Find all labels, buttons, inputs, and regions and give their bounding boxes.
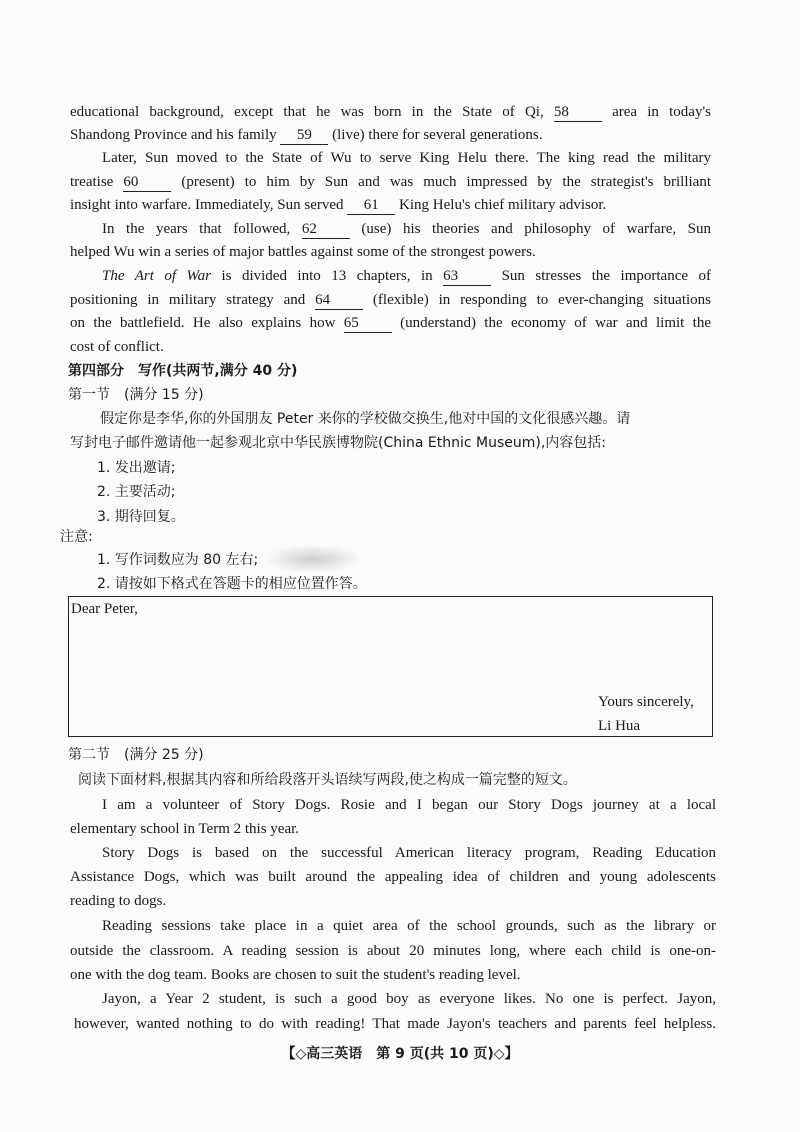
story-line-8: one with the dog team. Books are chosen to suit the student's reading level. <box>70 967 521 983</box>
blank-63: 63 <box>443 267 491 286</box>
story-line-10: however, wanted nothing to do with reading! That made Jayon's teachers and parents feel helpless. <box>74 1016 716 1032</box>
story-line-7: outside the classroom. A reading session is about 20 minutes long, where each child is one-on- <box>70 943 716 959</box>
passage-line-4: treatise 60 (present) to him by Sun and was much impressed by the strategist's brilliant <box>70 174 711 190</box>
passage-line-5: insight into warfare. Immediately, Sun served 61 King Helu's chief military advisor. <box>70 197 607 213</box>
letter-closing: Yours sincerely, <box>598 694 694 710</box>
section2-prompt: 阅读下面材料,根据其内容和所给段落开头语续写两段,使之构成一篇完整的短文。 <box>78 772 577 788</box>
passage-line-2: Shandong Province and his family 59 (live) there for several generations. <box>70 127 543 143</box>
passage-line-9: positioning in military strategy and 64 (flexible) in responding to ever-changing situations <box>70 292 711 308</box>
story-line-1: I am a volunteer of Story Dogs. Rosie and I began our Story Dogs journey at a local <box>102 797 716 813</box>
content-item-2: 2. 主要活动; <box>97 484 176 500</box>
blank-60: 60 <box>123 173 171 192</box>
blank-59: 59 <box>280 126 328 145</box>
story-line-4: Assistance Dogs, which was built around the appealing idea of children and young adolescents <box>70 869 716 885</box>
section2-heading: 第二节 (满分 25 分) <box>68 747 204 763</box>
letter-signature: Li Hua <box>598 718 641 734</box>
blank-58: 58 <box>554 103 602 122</box>
letter-answer-box <box>68 596 713 737</box>
page-footer: 【◇高三英语 第 9 页(共 10 页)◇】 <box>281 1046 519 1062</box>
passage-line-11: cost of conflict. <box>70 339 164 355</box>
passage-line-1: educational background, except that he was born in the State of Qi, 58 area in today's <box>70 104 711 120</box>
passage-line-7: helped Wu win a series of major battles against some of the strongest powers. <box>70 244 536 260</box>
story-line-3: Story Dogs is based on the successful American literacy program, Reading Education <box>102 845 716 861</box>
blank-62: 62 <box>302 220 350 239</box>
story-line-6: Reading sessions take place in a quiet area of the school grounds, such as the library or <box>102 918 716 934</box>
blank-64: 64 <box>315 291 363 310</box>
content-item-3: 3. 期待回复。 <box>97 509 185 525</box>
blank-65: 65 <box>344 314 392 333</box>
story-line-5: reading to dogs. <box>70 893 167 909</box>
story-line-2: elementary school in Term 2 this year. <box>70 821 300 837</box>
note-1: 1. 写作词数应为 80 左右; <box>97 552 259 568</box>
part4-heading: 第四部分 写作(共两节,满分 40 分) <box>68 363 298 379</box>
passage-line-6: In the years that followed, 62 (use) his theories and philosophy of warfare, Sun <box>102 221 712 237</box>
notes-label: 注意: <box>60 529 93 545</box>
scan-smudge <box>268 546 358 572</box>
section1-heading: 第一节 (满分 15 分) <box>68 387 204 403</box>
blank-61: 61 <box>347 196 395 215</box>
passage-line-3: Later, Sun moved to the State of Wu to serve King Helu there. The king read the military <box>102 150 711 166</box>
story-line-9: Jayon, a Year 2 student, is such a good boy as everyone likes. No one is perfect. Jayon, <box>102 991 716 1007</box>
prompt-line-2: 写封电子邮件邀请他一起参观北京中华民族博物院(China Ethnic Museum),内容包括: <box>70 435 607 451</box>
passage-line-10: on the battlefield. He also explains how 65 (understand) the economy of war and limit the <box>70 315 711 331</box>
content-item-1: 1. 发出邀请; <box>97 460 176 476</box>
letter-greeting: Dear Peter, <box>71 601 138 617</box>
note-2: 2. 请按如下格式在答题卡的相应位置作答。 <box>97 576 367 592</box>
prompt-line-1: 假定你是李华,你的外国朋友 Peter 来你的学校做交换生,他对中国的文化很感兴趣。请 <box>100 411 631 427</box>
book-title: The Art of War <box>102 268 211 284</box>
passage-line-8: The Art of War is divided into 13 chapters, in 63 Sun stresses the importance of <box>102 268 711 284</box>
